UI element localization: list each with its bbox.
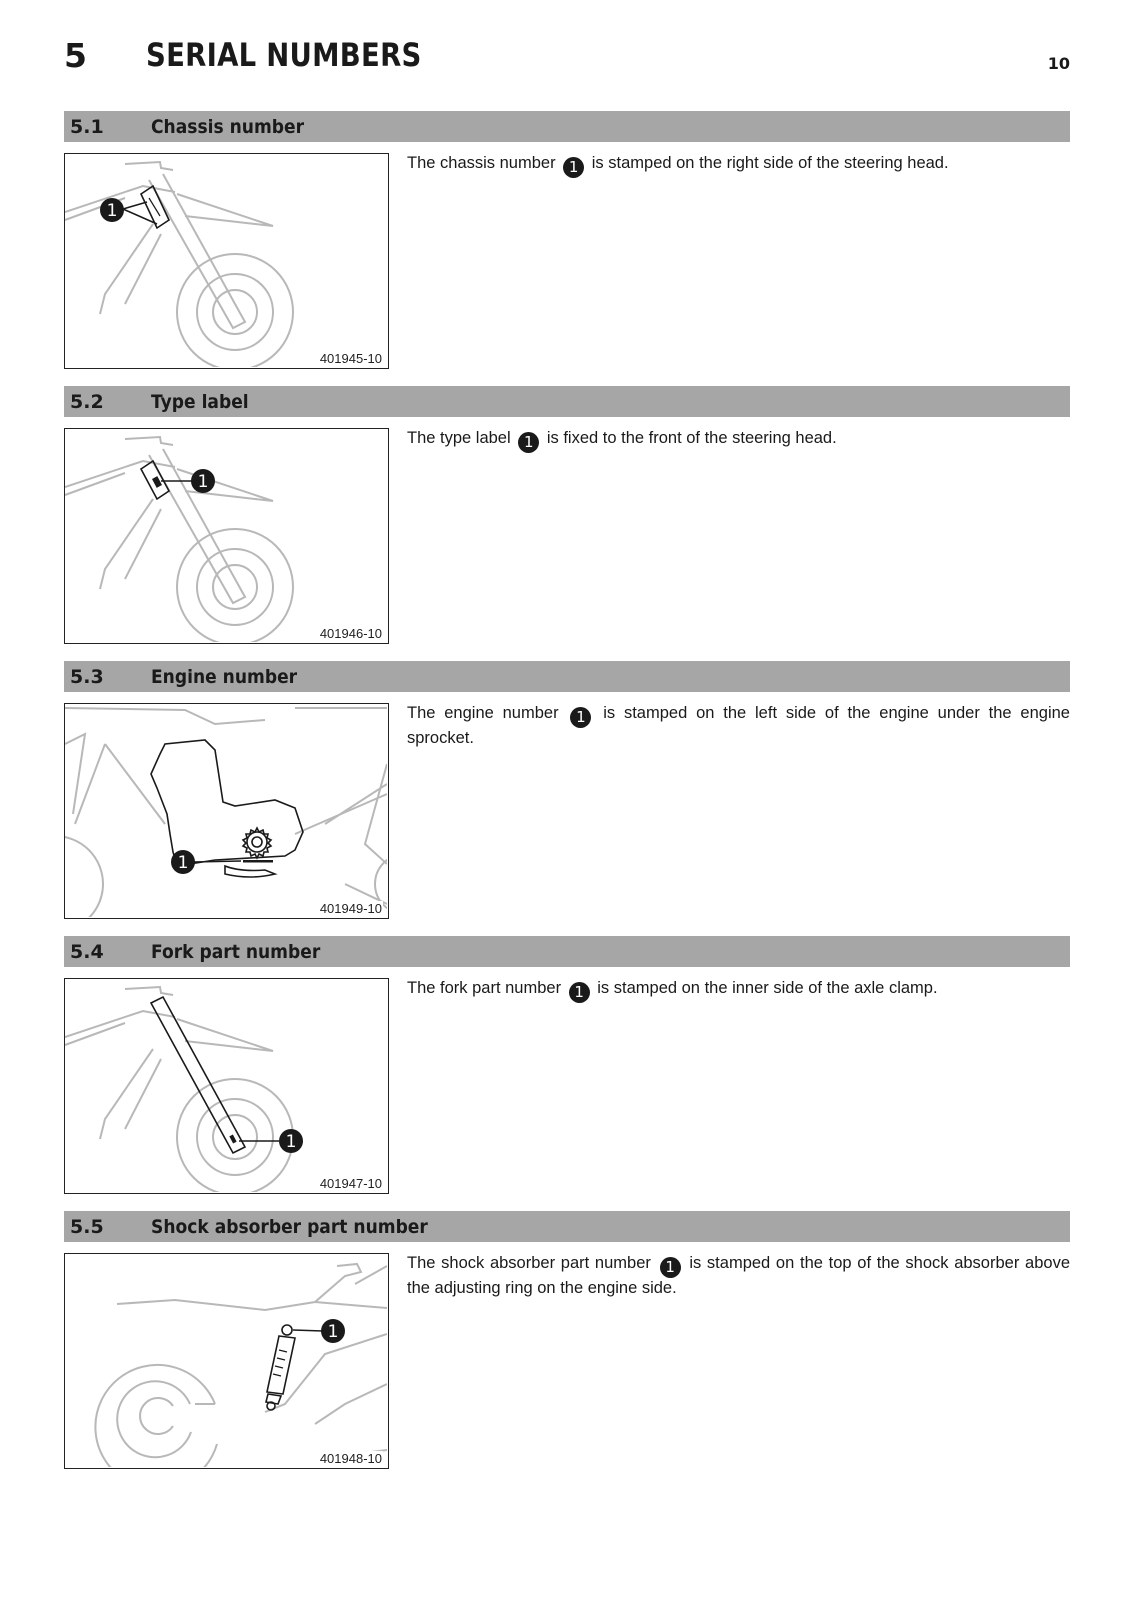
description-text-before: The chassis number — [407, 154, 556, 172]
section-engine-number — [64, 661, 1070, 923]
description-text-after: is fixed to the front of the steering head. — [546, 429, 837, 447]
callout-1-label: 1 — [177, 853, 189, 873]
callout-1-badge: 1 — [563, 157, 584, 178]
figure-code: 401948-10 — [319, 1451, 382, 1466]
description-text-after: is stamped on the left side of the engine under the engine sprocket. — [407, 704, 1070, 747]
description-text-after: is stamped on the top of the shock absorber above the adjusting ring on the engine side. — [407, 1254, 1070, 1297]
section-description — [407, 1253, 1070, 1299]
section-description — [407, 428, 1070, 453]
callout-1-badge: 1 — [518, 432, 539, 453]
figure-chassis-number — [64, 153, 389, 369]
figure-code: 401949-10 — [319, 901, 382, 916]
callout-1-label: 1 — [285, 1132, 297, 1152]
figure-shock-absorber-part-number — [64, 1253, 389, 1469]
section-number: 5.3 — [70, 666, 104, 688]
section-title: Chassis number — [151, 116, 305, 138]
callout-1-badge: 1 — [660, 1257, 681, 1278]
callout-1-badge: 1 — [569, 982, 590, 1003]
type-label-illustration — [65, 429, 387, 642]
chapter-number: 5 — [64, 36, 88, 75]
callout-1-label: 1 — [197, 472, 209, 492]
description-text-before: The fork part number — [407, 979, 562, 997]
chapter-title: SERIAL NUMBERS — [146, 36, 422, 74]
section-description — [407, 978, 1070, 1003]
section-title: Type label — [151, 391, 249, 413]
section-description — [407, 703, 1070, 749]
section-heading-bar — [64, 1211, 1070, 1242]
figure-type-label — [64, 428, 389, 644]
description-text-after: is stamped on the right side of the steering head. — [591, 154, 949, 172]
section-title: Shock absorber part number — [151, 1216, 428, 1238]
description-text-before: The type label — [407, 429, 511, 447]
callout-1-badge: 1 — [570, 707, 591, 728]
section-number: 5.5 — [70, 1216, 104, 1238]
section-title: Fork part number — [151, 941, 321, 963]
section-heading-bar — [64, 661, 1070, 692]
section-heading-bar — [64, 936, 1070, 967]
page-number: 10 — [1047, 54, 1070, 73]
section-number: 5.2 — [70, 391, 104, 413]
section-description — [407, 153, 1070, 178]
section-fork-part-number — [64, 936, 1070, 1198]
figure-fork-part-number — [64, 978, 389, 1194]
engine-illustration — [65, 704, 387, 917]
shock-absorber-illustration — [65, 1254, 387, 1467]
section-heading-bar — [64, 111, 1070, 142]
chassis-illustration — [65, 154, 387, 367]
description-text-before: The engine number — [407, 704, 559, 722]
section-number: 5.1 — [70, 116, 104, 138]
fork-illustration — [65, 979, 387, 1192]
description-text-after: is stamped on the inner side of the axle clamp. — [597, 979, 938, 997]
callout-1-label: 1 — [106, 201, 118, 221]
page-header — [64, 36, 1070, 80]
callout-1-label: 1 — [327, 1322, 339, 1342]
figure-code: 401947-10 — [319, 1176, 382, 1191]
figure-code: 401945-10 — [319, 351, 382, 366]
figure-engine-number — [64, 703, 389, 919]
section-title: Engine number — [151, 666, 298, 688]
section-heading-bar — [64, 386, 1070, 417]
section-number: 5.4 — [70, 941, 104, 963]
section-type-label — [64, 386, 1070, 648]
description-text-before: The shock absorber part number — [407, 1254, 651, 1272]
section-shock-absorber-part-number — [64, 1211, 1070, 1473]
figure-code: 401946-10 — [319, 626, 382, 641]
section-chassis-number — [64, 111, 1070, 373]
